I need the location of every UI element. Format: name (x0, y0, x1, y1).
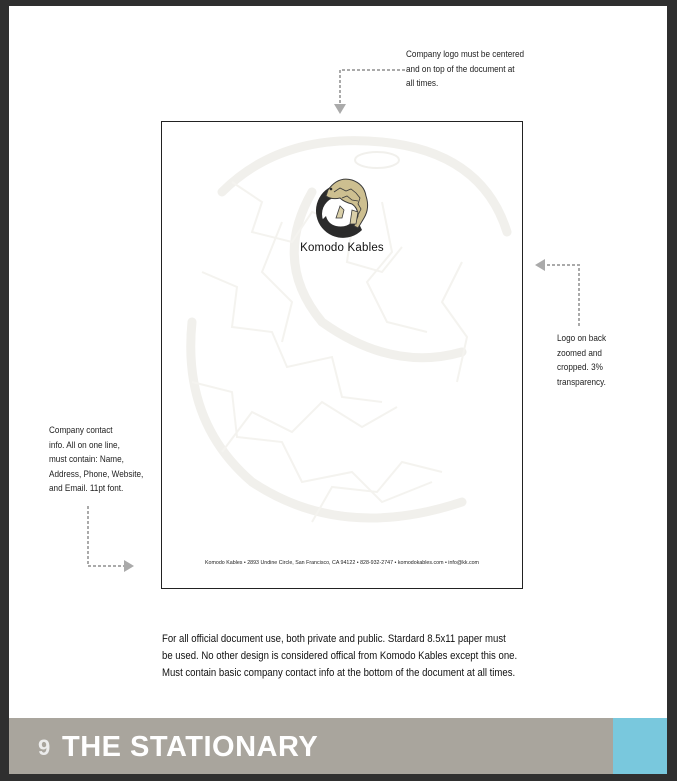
annotation-line: Address, Phone, Website, (49, 468, 144, 480)
arrowhead-left-icon (535, 259, 545, 271)
description-line: For all official document use, both private and public. Stardard 8.5x11 paper must (162, 633, 506, 645)
section-number: 9 (38, 735, 51, 760)
arrowhead-down-icon (334, 104, 346, 114)
arrowhead-right-icon (124, 560, 134, 572)
annotation-line: info. All on one line, (49, 439, 120, 451)
section-title: THE STATIONARY (62, 731, 319, 763)
annotation-line: transparency. (557, 376, 606, 388)
stationary-page (9, 6, 667, 774)
arrow-to-logo (340, 70, 405, 104)
annotation-line: and on top of the document at (406, 63, 515, 75)
description-line: be used. No other design is considered offical from Komodo Kables except this one. (162, 650, 518, 662)
annotation-line: cropped. 3% (557, 362, 603, 373)
annotation-arrows (9, 6, 667, 706)
brand-name: Komodo Kables (300, 242, 384, 254)
contact-line: Komodo Kables • 2893 Undine Circle, San Francisco, CA 94122 • 828-932-2747 • komodokables.com • info@kk.com (205, 560, 479, 566)
annotation-line: and Email. 11pt font. (49, 483, 124, 494)
annotation-line: all times. (406, 78, 439, 89)
section-footer (9, 718, 667, 774)
description (162, 631, 517, 682)
annotation-line: must contain: Name, (49, 454, 124, 465)
footer-accent-block (613, 718, 667, 774)
description-line: Must contain basic company contact info at the bottom of the document at all times. (162, 667, 516, 679)
annotation-line: zoomed and (557, 347, 602, 359)
arrow-to-contact (88, 506, 124, 566)
annotation-line: Company contact (49, 425, 113, 436)
arrow-to-background (545, 265, 579, 326)
annotation-line: Logo on back (557, 333, 607, 344)
annotation-line: Company logo must be centered (406, 49, 525, 60)
